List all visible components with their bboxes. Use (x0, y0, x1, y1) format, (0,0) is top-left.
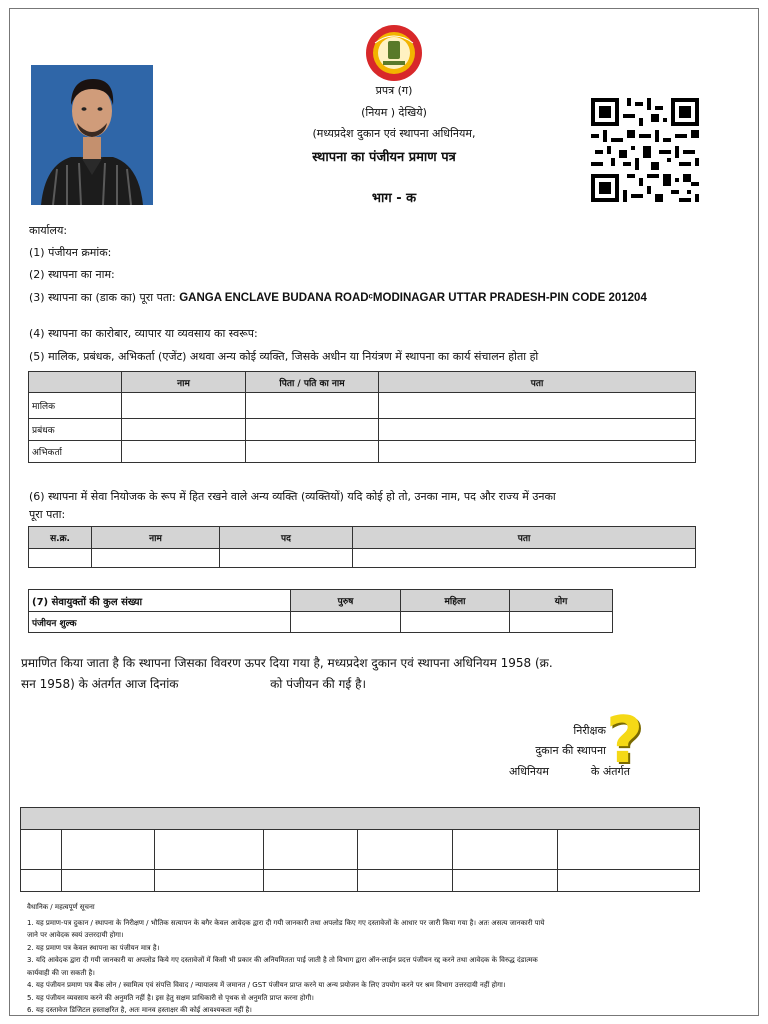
statutory-notes (27, 901, 707, 1016)
address-line (29, 290, 647, 305)
signature-act: अधिनियम के अंतर्गत (509, 765, 630, 778)
note-1a: 1. यह प्रमाण-पत्र दुकान / स्थापना के निरीक्षण / भौतिक सत्यापन के बगैर केवल आवेदक द्वारा दी गयी जानकारी तथा अपलोड किए गए दस्तावेजों के आधार पर जारी किया गया है। अतः असत्य जानकारी पाये (27, 918, 545, 927)
owner-col-name: नाम (122, 372, 246, 393)
owner-row-label: मालिक (29, 393, 122, 419)
address-value: GANGA ENCLAVE BUDANA ROADᶜMODINAGAR UTTAR PRADESH-PIN CODE 201204 (179, 292, 647, 304)
qr-code (591, 98, 699, 202)
others-col-post: पद (220, 527, 353, 549)
act-reference: (मध्यप्रदेश दुकान एवं स्थापना अधिनियम, (312, 127, 476, 140)
signature-inspector: निरीक्षक (573, 724, 606, 737)
certification-line-2: सन 1958) के अंतर्गत आज दिनांक को पंजीयन की गई है। (21, 677, 366, 691)
notes-title: वैधानिक / महत्वपूर्ण सूचना (27, 903, 95, 911)
others-table (28, 526, 696, 568)
certificate-page (9, 8, 759, 1016)
agent-row-label: अभिकर्ता (29, 441, 122, 463)
registration-fee-label: पंजीयन शुल्क (29, 612, 291, 633)
others-section-heading-1: (6) स्थापना में सेवा नियोजक के रूप में हित रखने वाले अन्य व्यक्ति (व्यक्तियों) यदि कोई हो तो, उनका नाम, पद और राज्य में उनका (29, 490, 556, 503)
form-name: प्रपत्र (ग) (375, 84, 413, 97)
mp-government-emblem (361, 23, 427, 83)
employee-col-total: योग (510, 590, 613, 612)
blank-table-header (21, 808, 700, 830)
owner-section-heading: (5) मालिक, प्रबंधक, अभिकर्ता (एजेंट) अथवा अन्य कोई व्यक्ति, जिसके अधीन या नियंत्रण में स्थापना का कार्य संचालन होता हो (29, 350, 539, 363)
owner-table-corner (29, 372, 122, 393)
signature-shop-establishment: दुकान की स्थापना (535, 744, 606, 757)
certification-line-1: प्रमाणित किया जाता है कि स्थापना जिसका विवरण ऊपर दिया गया है, मध्यप्रदेश दुकान एवं स्थापना अधिनियम 1958 (क्र. (21, 656, 553, 670)
office-label: कार्यालय: (29, 224, 68, 237)
note-2: 2. यह प्रमाण पत्र केवल स्थापना का पंजीयन मात्र है। (27, 943, 160, 952)
others-section-heading-2: पूरा पता: (29, 508, 66, 521)
others-col-name: नाम (92, 527, 220, 549)
note-3a: 3. यदि आवेदक द्वारा दी गयी जानकारी या अपलोड किये गए दस्तावेजों में किसी भी प्रकार की अनियमितता पाई जाती है तो विभाग द्वारा ऑन-लाईन प्रदत्त पंजीयन रद्द करने तथा आवेदक के विरुद्ध दंडात्मक (27, 956, 538, 964)
owner-table (28, 371, 696, 463)
certificate-title: स्थापना का पंजीयन प्रमाण पत्र (312, 150, 456, 165)
others-col-address: पता (353, 527, 696, 549)
part-label: भाग - क (371, 191, 417, 206)
note-6: 6. यह दस्तावेज डिजिटल हस्ताक्षरित है, अतः मानव हस्ताक्षर की कोई आवश्यकता नहीं है। (27, 1006, 252, 1014)
establishment-name-label: (2) स्थापना का नाम: (29, 268, 115, 281)
owner-col-address: पता (379, 372, 696, 393)
blank-details-table (20, 807, 700, 892)
question-mark-icon: ? (606, 704, 644, 778)
owner-col-father-name: पिता / पति का नाम (246, 372, 379, 393)
others-col-serial: स.क्र. (29, 527, 92, 549)
note-1b: जाने पर आवेदक स्वयं उत्तरदायी होगा। (27, 931, 124, 939)
note-4: 4. यह पंजीयन प्रमाण पत्र बैंक लोन / स्वामित्व एवं संपत्ति विवाद / न्यायालय में जमानत / GST पंजीयन प्राप्त करने या अन्य प्रयोजन के लिए उपयोग करने पर श्रम विभाग उत्तरदायी नहीं होगा। (27, 981, 506, 989)
address-label: (3) स्थापना का (डाक का) पूरा पता: (29, 291, 176, 304)
employee-count-table (28, 589, 613, 633)
employee-col-female: महिला (401, 590, 510, 612)
manager-row-label: प्रबंधक (29, 419, 122, 441)
employee-count-label: (7) सेवायुक्तों की कुल संख्या (29, 590, 291, 612)
registration-number-label: (1) पंजीयन क्रमांक: (29, 246, 112, 259)
note-5: 5. यह पंजीयन व्यवसाय करने की अनुमति नहीं है। इस हेतु सक्षम प्राधिकारी से पृथक से अनुमति प्राप्त करना होगी। (27, 993, 314, 1002)
employee-col-male: पुरुष (291, 590, 401, 612)
applicant-photo (31, 65, 153, 205)
rule-reference: (नियम ) देखिये) (361, 106, 427, 119)
note-3b: कार्यवाही की जा सकती है। (27, 968, 95, 977)
business-nature-label: (4) स्थापना का कारोबार, व्यापार या व्यवसाय का स्वरूप: (29, 327, 258, 340)
